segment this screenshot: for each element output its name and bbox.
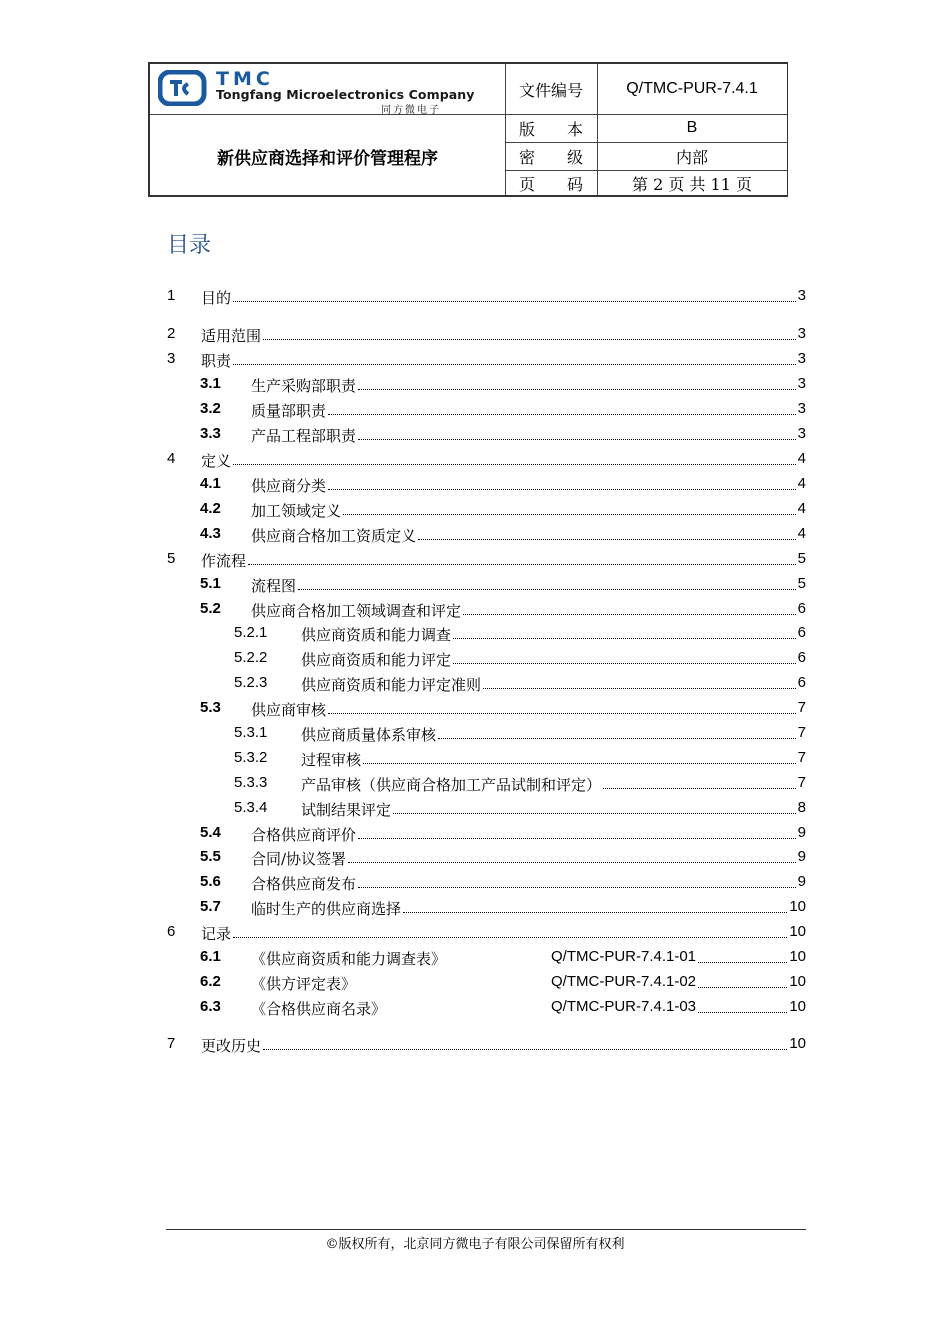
toc-entry-page: 4 [797, 450, 806, 467]
document-header-table [148, 62, 788, 197]
toc-entry[interactable] [0, 350, 950, 372]
toc-entry[interactable] [0, 375, 950, 397]
toc-entry-record-code: Q/TMC-PUR-7.4.1-03 [551, 998, 697, 1015]
toc-entry-title: 目的 [201, 289, 232, 307]
toc-entry-number: 5.5 [200, 848, 221, 865]
toc-entry-number: 2 [167, 325, 176, 342]
toc-entry[interactable] [0, 649, 950, 671]
toc-leader-dots [233, 350, 796, 365]
toc-entry[interactable] [0, 724, 950, 746]
toc-leader-dots [328, 475, 796, 490]
toc-entry-page: 7 [797, 774, 806, 791]
tmc-logo-icon [158, 70, 210, 106]
toc-entry-page: 3 [797, 325, 806, 342]
toc-entry[interactable] [0, 674, 950, 696]
toc-entry[interactable] [0, 749, 950, 771]
toc-entry-number: 5.2.3 [234, 674, 268, 691]
toc-entry-title: 更改历史 [201, 1037, 262, 1055]
toc-entry-title: 临时生产的供应商选择 [251, 900, 402, 918]
toc-entry[interactable] [0, 898, 950, 920]
toc-leader-dots [483, 674, 796, 689]
toc-leader-dots [393, 799, 796, 814]
toc-entry-page: 3 [797, 375, 806, 392]
toc-entry-title: 生产采购部职责 [251, 377, 357, 395]
toc-entry-number: 6.2 [200, 973, 221, 990]
toc-entry-page: 6 [797, 624, 806, 641]
toc-leader-dots [698, 973, 787, 988]
toc-entry-title: 供应商资质和能力评定准则 [301, 676, 482, 694]
toc-entry-page: 4 [797, 525, 806, 542]
toc-leader-dots [698, 948, 787, 963]
toc-entry-page: 6 [797, 674, 806, 691]
toc-entry[interactable] [0, 287, 950, 309]
toc-entry-number: 1 [167, 287, 176, 304]
toc-leader-dots [328, 699, 796, 714]
toc-leader-dots [363, 749, 796, 764]
toc-entry[interactable] [0, 948, 950, 970]
header-divider [150, 114, 505, 115]
toc-entry-page: 10 [789, 1035, 806, 1052]
toc-entry-number: 5.2 [200, 600, 221, 617]
label-security: 密 级 [518, 147, 583, 167]
toc-entry[interactable] [0, 325, 950, 347]
company-name-en: Tongfang Microelectronics Company [216, 87, 475, 102]
toc-entry[interactable] [0, 1035, 950, 1057]
toc-leader-dots [263, 325, 796, 340]
toc-entry-title: 《供方评定表》 [251, 975, 357, 993]
toc-entry-number: 5.1 [200, 575, 221, 592]
toc-entry-title: 供应商资质和能力评定 [301, 651, 452, 669]
toc-entry[interactable] [0, 525, 950, 547]
toc-entry-title: 作流程 [201, 552, 247, 570]
toc-entry-number: 3.3 [200, 425, 221, 442]
toc-leader-dots [358, 824, 796, 839]
toc-leader-dots [438, 724, 796, 739]
toc-entry[interactable] [0, 973, 950, 995]
toc-entry[interactable] [0, 923, 950, 945]
toc-leader-dots [348, 848, 796, 863]
toc-entry[interactable] [0, 500, 950, 522]
toc-leader-dots [453, 649, 796, 664]
toc-leader-dots [233, 450, 796, 465]
toc-entry-record-code: Q/TMC-PUR-7.4.1-01 [551, 948, 697, 965]
toc-entry[interactable] [0, 624, 950, 646]
toc-leader-dots [233, 287, 796, 302]
toc-entry-number: 5.3.3 [234, 774, 268, 791]
toc-entry-title: 职责 [201, 352, 232, 370]
toc-entry[interactable] [0, 848, 950, 870]
toc-entry-number: 7 [167, 1035, 176, 1052]
toc-leader-dots [233, 923, 787, 938]
toc-entry-page: 3 [797, 425, 806, 442]
toc-leader-dots [403, 898, 787, 913]
toc-entry[interactable] [0, 450, 950, 472]
toc-entry-number: 4 [167, 450, 176, 467]
toc-entry-number: 5 [167, 550, 176, 567]
footer-copyright: ©版权所有，北京同方微电子有限公司保留所有权利 [325, 1237, 625, 1252]
toc-entry-page: 9 [797, 824, 806, 841]
toc-leader-dots [603, 774, 796, 789]
toc-entry-number: 3.2 [200, 400, 221, 417]
toc-entry[interactable] [0, 799, 950, 821]
company-name-cn: 同方微电子 [381, 105, 441, 116]
toc-leader-dots [698, 998, 787, 1013]
toc-entry-number: 5.2.2 [234, 649, 268, 666]
toc-entry-title: 供应商合格加工领域调查和评定 [251, 602, 462, 620]
toc-entry-title: 供应商合格加工资质定义 [251, 527, 417, 545]
toc-entry-page: 4 [797, 475, 806, 492]
toc-entry-page: 3 [797, 400, 806, 417]
toc-entry[interactable] [0, 425, 950, 447]
toc-entry[interactable] [0, 824, 950, 846]
toc-entry[interactable] [0, 699, 950, 721]
toc-entry-page: 10 [789, 998, 806, 1015]
toc-entry-page: 7 [797, 724, 806, 741]
company-logo [156, 68, 496, 116]
toc-entry-page: 10 [789, 898, 806, 915]
toc-entry-page: 9 [797, 873, 806, 890]
toc-entry[interactable] [0, 550, 950, 572]
toc-entry-page: 7 [797, 699, 806, 716]
toc-entry-number: 5.3.2 [234, 749, 268, 766]
toc-entry-page: 4 [797, 500, 806, 517]
toc-entry-number: 5.3.4 [234, 799, 268, 816]
toc-leader-dots [358, 873, 796, 888]
toc-entry-page: 3 [797, 350, 806, 367]
value-security: 内部 [675, 147, 708, 167]
toc-entry-title: 记录 [201, 925, 232, 943]
toc-entry[interactable] [0, 400, 950, 422]
toc-leader-dots [418, 525, 796, 540]
toc-entry[interactable] [0, 475, 950, 497]
toc-entry-title: 《合格供应商名录》 [251, 1000, 387, 1018]
toc-entry-title: 合同/协议签署 [251, 850, 347, 868]
toc-entry-page: 5 [797, 575, 806, 592]
value-page: 第 2 页 共 11 页 [632, 175, 752, 194]
toc-leader-dots [263, 1035, 787, 1050]
toc-leader-dots [248, 550, 796, 565]
value-file-no: Q/TMC-PUR-7.4.1 [626, 80, 758, 97]
toc-leader-dots [463, 600, 796, 615]
toc-entry-title: 适用范围 [201, 327, 262, 345]
toc-entry-page: 5 [797, 550, 806, 567]
logo-wordmark: TMC [216, 68, 274, 90]
toc-entry-title: 产品审核（供应商合格加工产品试制和评定） [301, 776, 602, 794]
toc-entry-number: 5.2.1 [234, 624, 268, 641]
toc-entry-page: 10 [789, 948, 806, 965]
toc-entry-page: 8 [797, 799, 806, 816]
value-version: B [686, 119, 698, 136]
toc-entry-number: 3.1 [200, 375, 221, 392]
toc-entry[interactable] [0, 575, 950, 597]
toc-entry-title: 《供应商资质和能力调查表》 [251, 950, 447, 968]
toc-entry-number: 3 [167, 350, 176, 367]
label-page: 页 码 [518, 175, 583, 194]
toc-entry-number: 5.7 [200, 898, 221, 915]
toc-leader-dots [298, 575, 796, 590]
toc-entry[interactable] [0, 774, 950, 796]
toc-entry-title: 供应商审核 [251, 701, 327, 719]
label-version: 版 本 [518, 119, 583, 139]
toc-entry-number: 6.3 [200, 998, 221, 1015]
toc-entry-number: 6 [167, 923, 176, 940]
toc-entry-title: 供应商资质和能力调查 [301, 626, 452, 644]
toc-heading: 目录 [167, 233, 212, 258]
toc-entry-number: 6.1 [200, 948, 221, 965]
toc-leader-dots [328, 400, 796, 415]
toc-entry-number: 4.1 [200, 475, 221, 492]
toc-entry-title: 试制结果评定 [301, 801, 392, 819]
toc-entry-number: 5.3.1 [234, 724, 268, 741]
label-file-no: 文件编号 [518, 80, 583, 100]
toc-entry-record-code: Q/TMC-PUR-7.4.1-02 [551, 973, 697, 990]
toc-entry-title: 定义 [201, 452, 232, 470]
doc-title: 新供应商选择和评价管理程序 [217, 148, 438, 169]
toc-entry-page: 10 [789, 923, 806, 940]
toc-entry-title: 过程审核 [301, 751, 362, 769]
toc-entry-page: 10 [789, 973, 806, 990]
toc-leader-dots [343, 500, 796, 515]
toc-entry-page: 3 [797, 287, 806, 304]
toc-entry-title: 加工领域定义 [251, 502, 342, 520]
toc-leader-dots [358, 375, 796, 390]
toc-leader-dots [358, 425, 796, 440]
toc-entry-title: 流程图 [251, 577, 297, 595]
toc-entry-number: 5.6 [200, 873, 221, 890]
toc-entry-number: 4.3 [200, 525, 221, 542]
toc-entry-page: 6 [797, 649, 806, 666]
toc-entry-title: 合格供应商评价 [251, 826, 357, 844]
toc-leader-dots [453, 624, 796, 639]
toc-entry-number: 4.2 [200, 500, 221, 517]
toc-entry-title: 合格供应商发布 [251, 875, 357, 893]
toc-entry-page: 6 [797, 600, 806, 617]
toc-entry-title: 供应商质量体系审核 [301, 726, 437, 744]
toc-entry-page: 9 [797, 848, 806, 865]
toc-entry-page: 7 [797, 749, 806, 766]
toc-entry-title: 产品工程部职责 [251, 427, 357, 445]
toc-entry[interactable] [0, 998, 950, 1020]
toc-entry-title: 供应商分类 [251, 477, 327, 495]
footer-rule [166, 1229, 806, 1230]
toc-entry-title: 质量部职责 [251, 402, 327, 420]
toc-entry-number: 5.4 [200, 824, 221, 841]
toc-entry[interactable] [0, 873, 950, 895]
toc-entry-number: 5.3 [200, 699, 221, 716]
toc-entry[interactable] [0, 600, 950, 622]
